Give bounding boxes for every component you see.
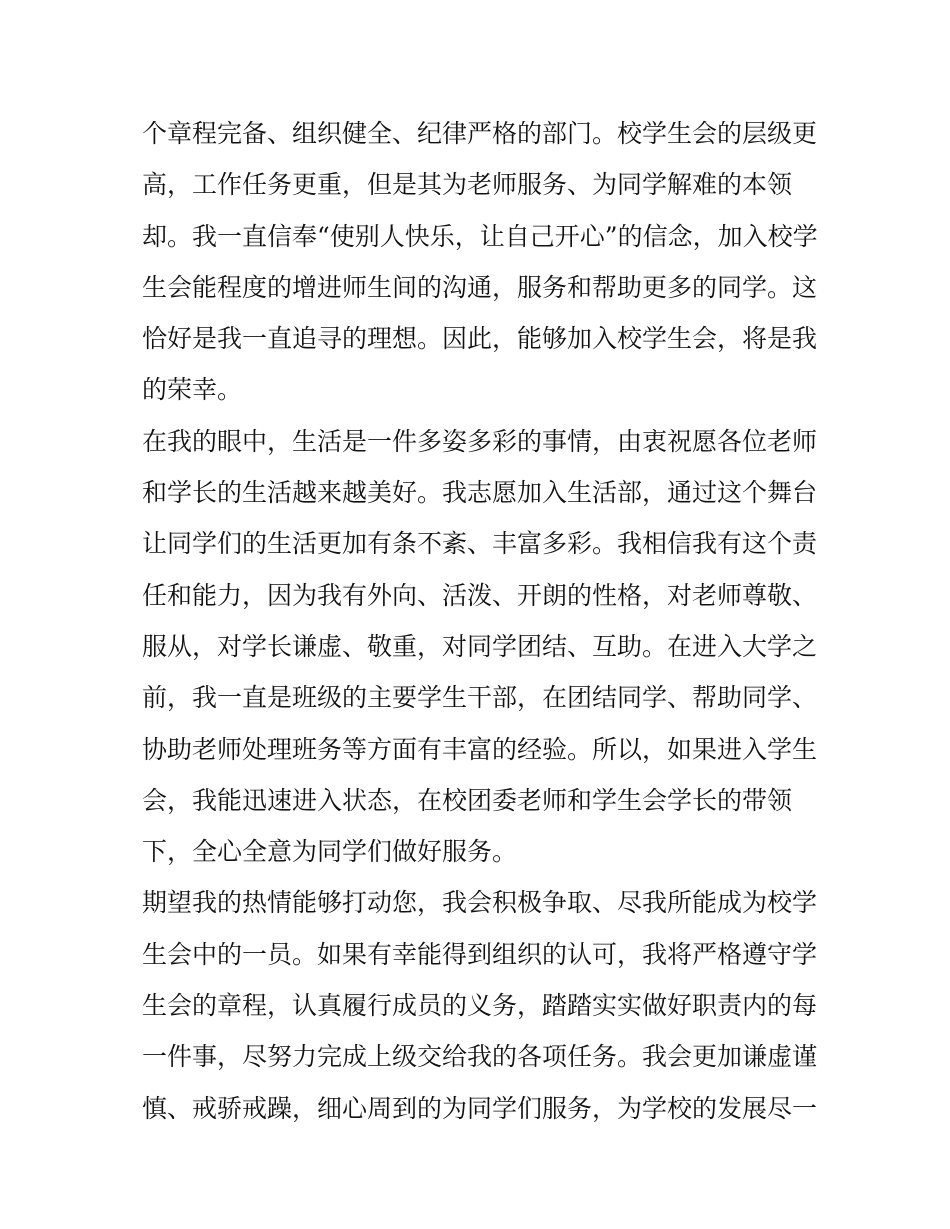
text-line: 任和能力，因为我有外向、活泼、开朗的性格，对老师尊敬、 [142, 580, 818, 610]
text-line: 生会中的一员。如果有幸能得到组织的认可，我将严格遵守学 [142, 939, 818, 969]
text-line: 服从，对学长谦虚、敬重，对同学团结、互助。在进入大学之 [142, 631, 818, 661]
text-line: 生会的章程，认真履行成员的义务，踏踏实实做好职责内的每 [142, 991, 818, 1021]
text-line: 个章程完备、组织健全、纪律严格的部门。校学生会的层级更 [142, 119, 818, 148]
text-line: 会，我能迅速进入状态，在校团委老师和学生会学长的带领 [142, 785, 793, 815]
text-line: 的荣幸。 [142, 375, 243, 405]
text-line: 高，工作任务更重，但是其为老师服务、为同学解难的本领 [142, 170, 793, 200]
text-line: 下，全心全意为同学们做好服务。 [142, 837, 518, 867]
text-line: 让同学们的生活更加有条不紊、丰富多彩。我相信我有这个责 [142, 529, 818, 559]
text-line: 恰好是我一直追寻的理想。因此，能够加入校学生会，将是我 [142, 324, 818, 354]
text-line: 前，我一直是班级的主要学生干部，在团结同学、帮助同学、 [142, 683, 818, 713]
text-line: 在我的眼中，生活是一件多姿多彩的事情，由衷祝愿各位老师 [142, 426, 818, 456]
text-line: 却。我一直信奉“使别人快乐，让自己开心”的信念，加入校学 [142, 221, 818, 251]
text-line: 慎、戒骄戒躁，细心周到的为同学们服务，为学校的发展尽一 [142, 1093, 818, 1123]
text-line: 生会能程度的增进师生间的沟通，服务和帮助更多的同学。这 [142, 272, 818, 302]
text-line: 一件事，尽努力完成上级交给我的各项任务。我会更加谦虚谨 [142, 1042, 818, 1072]
text-line: 期望我的热情能够打动您，我会积极争取、尽我所能成为校学 [142, 888, 818, 918]
text-line: 协助老师处理班务等方面有丰富的经验。所以，如果进入学生 [142, 734, 818, 764]
document-body [142, 108, 822, 1134]
text-line: 和学长的生活越来越美好。我志愿加入生活部，通过这个舞台 [142, 478, 818, 508]
